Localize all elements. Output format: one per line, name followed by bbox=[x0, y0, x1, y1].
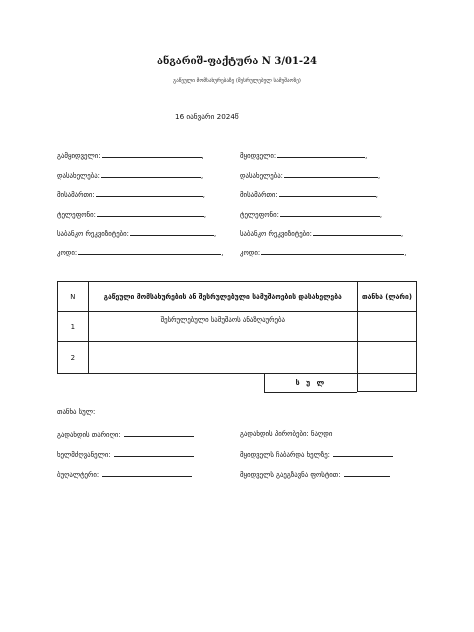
seller-line bbox=[102, 151, 202, 158]
invoice-title: ანგარიშ-ფაქტურა N 3/01-24 bbox=[157, 56, 317, 67]
seller-bank-field: საბანკო რეკვიზიტები: , bbox=[57, 230, 217, 238]
table-row bbox=[58, 312, 417, 342]
buyer-field: მყიდველი: , bbox=[240, 152, 368, 160]
items-table bbox=[57, 281, 417, 392]
seller-code-line bbox=[78, 248, 221, 255]
payment-date-field bbox=[57, 430, 194, 440]
buyer-phone-line bbox=[280, 210, 380, 217]
delivered-line bbox=[333, 450, 393, 457]
buyer-address-label: მისამართი: bbox=[240, 191, 278, 199]
sum-empty bbox=[58, 374, 89, 392]
accountant-label: ბუღალტერი: bbox=[57, 471, 100, 479]
accountant-line bbox=[102, 470, 192, 477]
buyer-code-line bbox=[261, 248, 404, 255]
buyer-code-label: კოდი: bbox=[240, 249, 261, 257]
row-amount bbox=[357, 312, 416, 342]
buyer-name-field: დასახელება: , bbox=[240, 172, 381, 180]
mailed-line bbox=[344, 470, 390, 477]
delivered-label: მყიდველს ჩაბარდა ხელზე: bbox=[240, 451, 330, 459]
seller-address-field: მისამართი: , bbox=[57, 191, 205, 199]
mailed-field bbox=[240, 470, 390, 480]
buyer-bank-label: საბანკო რეკვიზიტები: bbox=[240, 230, 312, 238]
sum-value bbox=[357, 374, 416, 392]
buyer-code-field: კოდი: , bbox=[240, 249, 407, 257]
buyer-address-line bbox=[279, 190, 376, 197]
row-num: 2 bbox=[58, 342, 89, 374]
seller-name-label: დასახელება: bbox=[57, 172, 100, 180]
header-amount: თანხა (ლარი) bbox=[357, 282, 416, 312]
invoice-subtitle: გაწეული მომსახურებაზე (შესრულებულ სამუშაოზე) bbox=[173, 78, 301, 84]
payment-terms-label: გადახდის პირობები: ნაღდი bbox=[240, 430, 333, 438]
mailed-label: მყიდველს გაეგზავნა ფოსტით: bbox=[240, 471, 341, 479]
buyer-name-line bbox=[284, 171, 378, 178]
row-description: შესრულებული სამუშაოს ანაზღაურება bbox=[160, 316, 285, 324]
buyer-phone-field: ტელეფონი: , bbox=[240, 211, 383, 219]
invoice-date: 16 იანვარი 2024წ bbox=[175, 112, 239, 121]
seller-bank-line bbox=[130, 229, 214, 236]
buyer-bank-line bbox=[313, 229, 401, 236]
sum-row bbox=[58, 374, 417, 392]
payment-date-label: გადახდის თარიღი: bbox=[57, 431, 121, 439]
header-description: გაწეული მომსახურების ან შესრულებული სამუშაოების დასახელება bbox=[88, 282, 357, 312]
buyer-address-field: მისამართი: , bbox=[240, 191, 378, 199]
buyer-line bbox=[277, 151, 365, 158]
table-row bbox=[58, 342, 417, 374]
header-num: N bbox=[58, 282, 89, 312]
seller-label: გამყიდველი: bbox=[57, 152, 101, 160]
seller-phone-line bbox=[97, 210, 204, 217]
row-description-cell bbox=[88, 312, 357, 342]
total-label: თანხა სულ: bbox=[57, 408, 96, 416]
seller-phone-field: ტელეფონი: , bbox=[57, 211, 207, 219]
payment-date-line bbox=[124, 430, 194, 437]
seller-code-field: კოდი: , bbox=[57, 249, 224, 257]
row-amount bbox=[357, 342, 416, 374]
buyer-label: მყიდველი: bbox=[240, 152, 277, 160]
payment-terms-field bbox=[240, 430, 332, 439]
seller-field: გამყიდველი: , bbox=[57, 152, 204, 160]
buyer-name-label: დასახელება: bbox=[240, 172, 283, 180]
seller-name-field: დასახელება: , bbox=[57, 172, 204, 180]
row-num: 1 bbox=[58, 312, 89, 342]
manager-field bbox=[57, 450, 194, 460]
seller-address-label: მისამართი: bbox=[57, 191, 95, 199]
row-description bbox=[88, 342, 357, 374]
manager-label: ხელმძღვანელი: bbox=[57, 451, 111, 459]
buyer-bank-field: საბანკო რეკვიზიტები: , bbox=[240, 230, 404, 238]
seller-code-label: კოდი: bbox=[57, 249, 78, 257]
seller-name-line bbox=[101, 171, 201, 178]
buyer-phone-label: ტელეფონი: bbox=[240, 211, 279, 219]
manager-line bbox=[114, 450, 194, 457]
seller-address-line bbox=[96, 190, 203, 197]
seller-phone-label: ტელეფონი: bbox=[57, 211, 96, 219]
table-header-row bbox=[58, 282, 417, 312]
delivered-field bbox=[240, 450, 393, 460]
sum-label: ს უ ლ bbox=[264, 373, 357, 393]
accountant-field bbox=[57, 470, 192, 480]
sum-label-cell bbox=[88, 374, 357, 392]
seller-bank-label: საბანკო რეკვიზიტები: bbox=[57, 230, 129, 238]
